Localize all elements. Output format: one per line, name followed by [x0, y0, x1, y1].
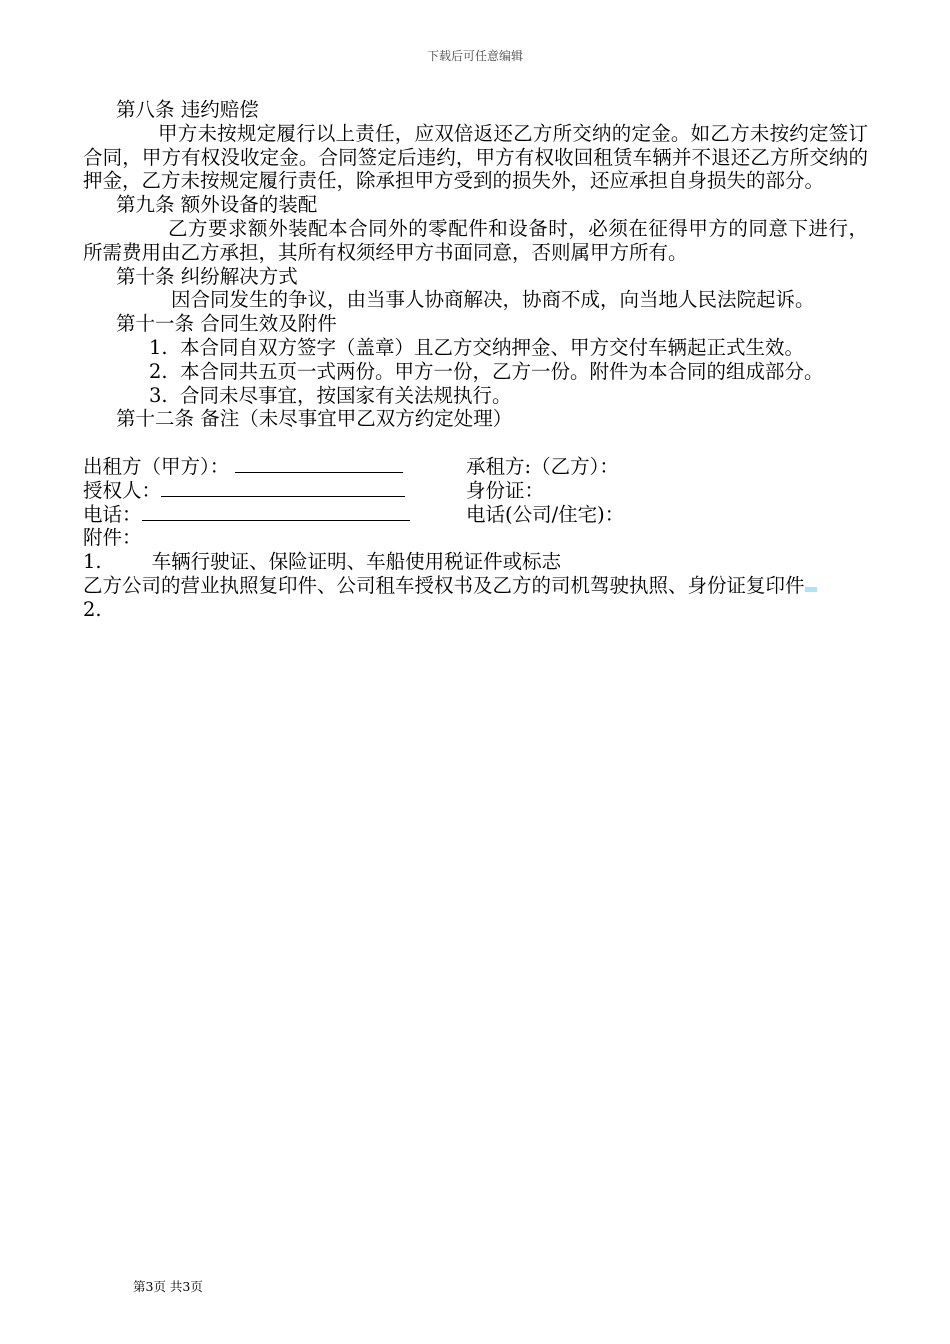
- article-10-body: 因合同发生的争议，由当事人协商解决，协商不成，向当地人民法院起诉。: [171, 288, 815, 312]
- id-card-label: 身份证：: [466, 478, 545, 502]
- article-8-title: 第八条 违约赔偿: [116, 98, 259, 121]
- attachment-continued-text: 乙方公司的营业执照复印件、公司租车授权书及乙方的司机驾驶执照、身份证复印件: [83, 573, 805, 597]
- page-header: 下载后可任意编辑: [426, 49, 523, 63]
- list-item: [83, 336, 868, 360]
- attachment-item-1-continued: [83, 574, 868, 598]
- lessor-field: [83, 455, 466, 479]
- article-9-title: 第九条 额外设备的装配: [116, 193, 318, 217]
- article-9-body: 乙方要求额外装配本合同外的零配件和设备时，必须在征得甲方的同意下进行，所需费用由乙方承担，其所有权须经甲方书面同意，否则属甲方所有。: [83, 216, 868, 264]
- phone2-label: 电话(公司/住宅)：: [466, 502, 625, 526]
- attachment-item-2: 2.: [83, 597, 102, 621]
- lessor-signature-line[interactable]: [235, 455, 403, 473]
- article-8-body: 甲方未按规定履行以上责任，应双倍返还乙方所交纳的定金。如乙方未按约定签订合同，甲方有权没收定金。合同签定后违约，甲方有权收回租赁车辆并不退还乙方所交纳的押金，乙方未按规定履行责任，除承担甲方受到的损失外，还应承担自身损失的部分。: [83, 121, 868, 193]
- lessee-label: 承租方:（乙方）：: [466, 454, 619, 478]
- list-text: 本合同共五页一式两份。甲方一份，乙方一份。附件为本合同的组成部分。: [180, 359, 824, 383]
- lessor-label: 出租方（甲方）：: [83, 454, 230, 478]
- phone-signature-line[interactable]: [142, 503, 410, 521]
- list-item: [83, 360, 868, 384]
- attachment-text: 车辆行驶证、保险证明、车船使用税证件或标志: [151, 550, 562, 574]
- attachment-item-1: [83, 550, 868, 574]
- authorizer-signature-line[interactable]: [161, 479, 405, 497]
- list-text: 合同未尽事宜，按国家有关法规执行。: [180, 383, 512, 407]
- signature-row-phone: [83, 503, 868, 527]
- list-text: 本合同自双方签字（盖章）且乙方交纳押金、甲方交付车辆起正式生效。: [180, 335, 805, 359]
- authorizer-label: 授权人：: [83, 478, 162, 502]
- signature-row-auth: [83, 479, 868, 503]
- signature-row-parties: [83, 455, 868, 479]
- attachment-number: 1.: [83, 550, 102, 574]
- list-number: 3.: [149, 383, 168, 407]
- list-number: 2.: [149, 359, 168, 383]
- article-10-title: 第十条 纠纷解决方式: [116, 264, 298, 288]
- authorizer-field: [83, 479, 466, 503]
- article-11-title: 第十一条 合同生效及附件: [116, 312, 337, 336]
- list-item: [83, 384, 868, 408]
- phone-label: 电话：: [83, 502, 142, 526]
- page-footer: 第3页 共3页: [133, 1279, 203, 1294]
- list-number: 1.: [149, 335, 168, 359]
- phone-field: [83, 503, 466, 527]
- article-12-title: 第十二条 备注（未尽事宜甲乙双方约定处理）: [116, 407, 513, 431]
- document-body: [83, 98, 868, 622]
- text-cursor-highlight: [805, 587, 817, 592]
- attachments-label: 附件：: [83, 526, 142, 550]
- blank-line: [83, 431, 868, 455]
